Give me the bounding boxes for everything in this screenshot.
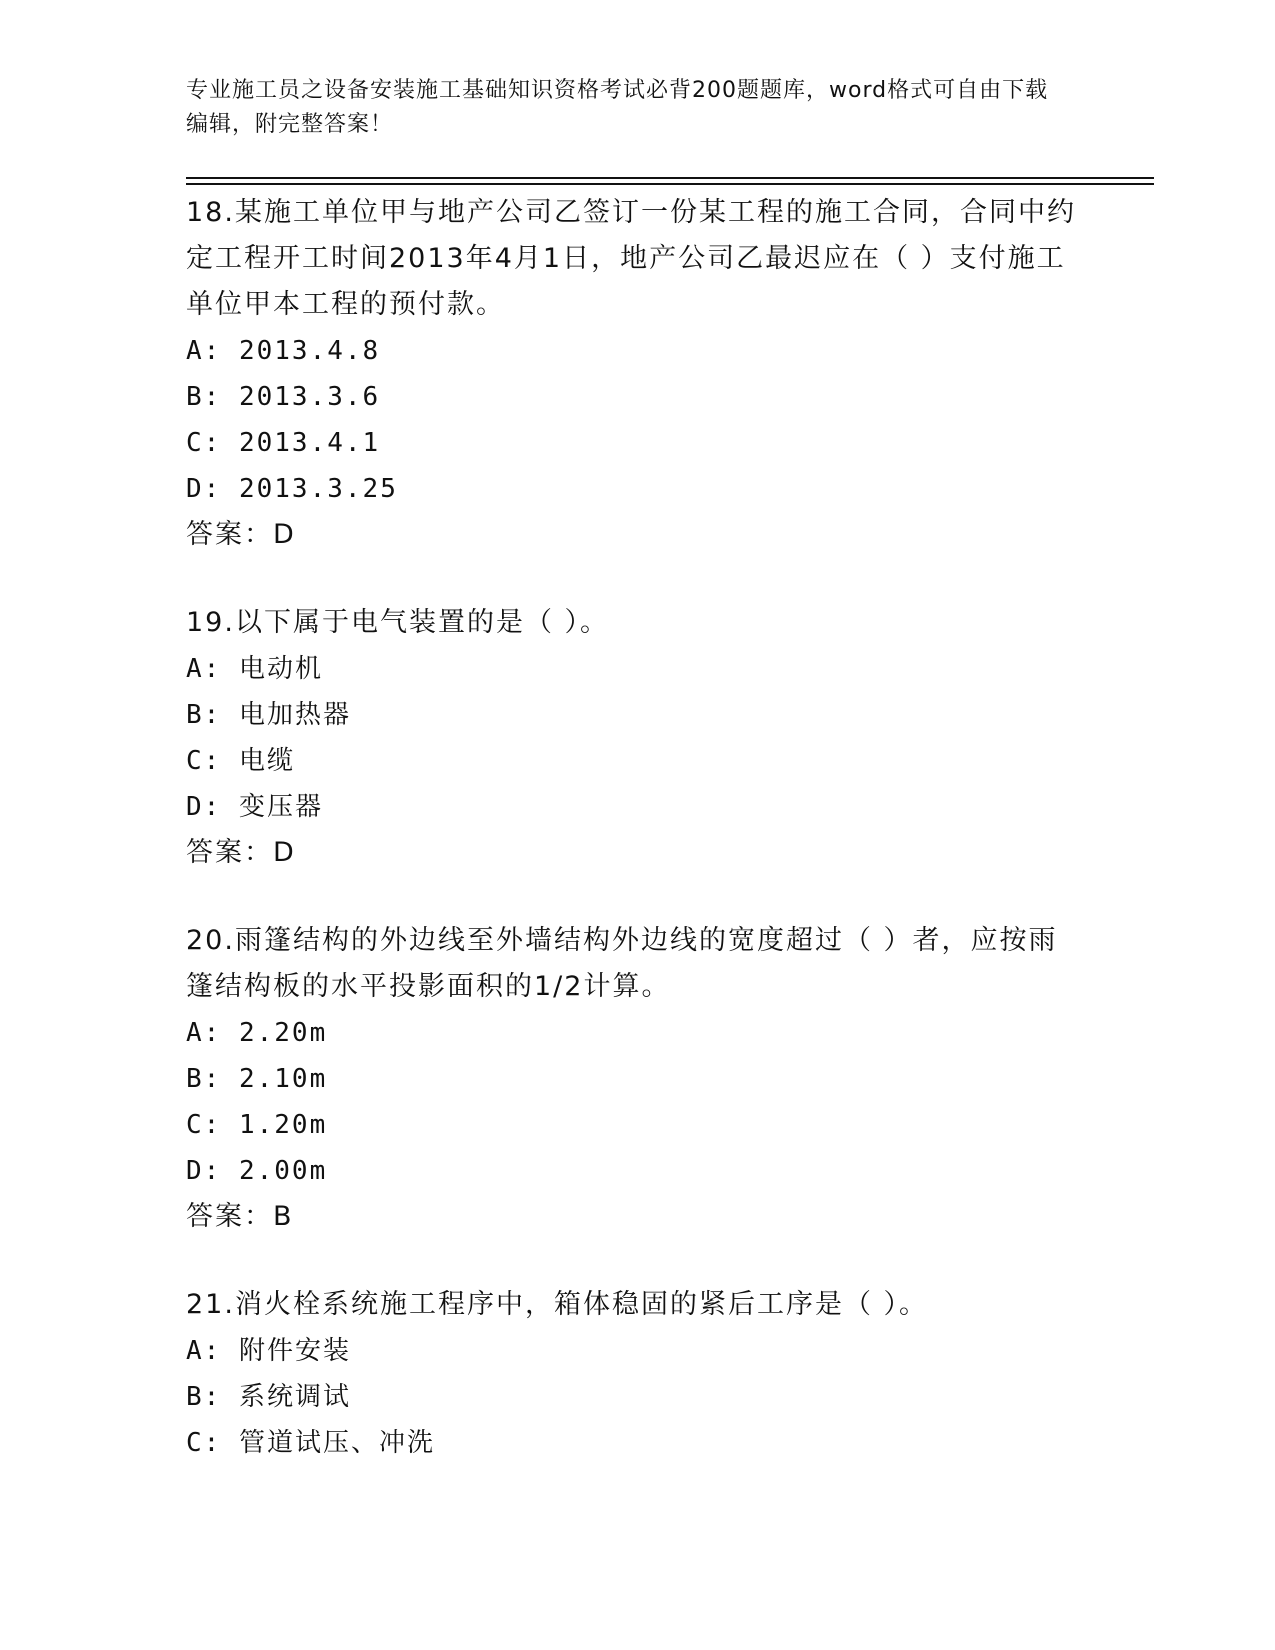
header-rule-top	[186, 177, 1154, 179]
option-d	[186, 784, 1086, 830]
option-label: C:	[186, 1428, 222, 1458]
option-label: A:	[186, 1018, 222, 1048]
option-label: A:	[186, 1336, 222, 1366]
option-label: A:	[186, 336, 222, 366]
option-text: 2.20m	[238, 1018, 328, 1048]
option-label: B:	[186, 382, 222, 412]
option-d	[186, 1148, 1086, 1194]
answer-line: 答案：D	[186, 519, 296, 550]
question-stem: 18.某施工单位甲与地产公司乙签订一份某工程的施工合同，合同中约定工程开工时间2013年4月1日，地产公司乙最迟应在（ ）支付施工单位甲本工程的预付款。	[186, 197, 1076, 320]
question-list	[186, 190, 1086, 1466]
option-text: 电加热器	[238, 700, 351, 730]
option-c	[186, 420, 1086, 466]
option-a	[186, 328, 1086, 374]
option-text: 2013.4.8	[238, 336, 381, 366]
option-label: D:	[186, 474, 222, 504]
option-label: C:	[186, 428, 222, 458]
option-text: 电缆	[238, 746, 295, 776]
option-c	[186, 1420, 1086, 1466]
option-label: C:	[186, 746, 222, 776]
question-block	[186, 1282, 1086, 1466]
question-spacer	[186, 1240, 1086, 1282]
document-header: 专业施工员之设备安装施工基础知识资格考试必背200题题库，word格式可自由下载编辑，附完整答案！	[186, 78, 1049, 137]
option-text: 2013.3.6	[238, 382, 381, 412]
option-label: A:	[186, 654, 222, 684]
option-text: 管道试压、冲洗	[238, 1428, 435, 1458]
option-text: 系统调试	[238, 1382, 351, 1412]
header-rule-bottom	[186, 183, 1154, 185]
option-a	[186, 1328, 1086, 1374]
option-b	[186, 692, 1086, 738]
question-spacer	[186, 876, 1086, 918]
option-c	[186, 1102, 1086, 1148]
question-block	[186, 190, 1086, 558]
option-text: 2.10m	[238, 1064, 328, 1094]
option-b	[186, 1374, 1086, 1420]
option-b	[186, 1056, 1086, 1102]
question-stem: 19.以下属于电气装置的是（ ）。	[186, 607, 610, 638]
option-text: 2013.3.25	[238, 474, 398, 504]
answer-line: 答案：D	[186, 837, 296, 868]
option-text: 变压器	[238, 792, 323, 822]
question-spacer	[186, 558, 1086, 600]
question-block	[186, 600, 1086, 876]
question-stem: 21.消火栓系统施工程序中，箱体稳固的紧后工序是（ ）。	[186, 1289, 929, 1320]
option-label: B:	[186, 700, 222, 730]
question-block	[186, 918, 1086, 1240]
option-text: 2.00m	[238, 1156, 328, 1186]
answer-line: 答案：B	[186, 1201, 294, 1232]
option-label: C:	[186, 1110, 222, 1140]
option-c	[186, 738, 1086, 784]
option-d	[186, 466, 1086, 512]
option-label: B:	[186, 1382, 222, 1412]
option-b	[186, 374, 1086, 420]
option-text: 电动机	[238, 654, 323, 684]
option-a	[186, 1010, 1086, 1056]
option-label: D:	[186, 792, 222, 822]
option-label: D:	[186, 1156, 222, 1186]
option-text: 1.20m	[238, 1110, 328, 1140]
option-text: 2013.4.1	[238, 428, 381, 458]
option-text: 附件安装	[238, 1336, 351, 1366]
option-label: B:	[186, 1064, 222, 1094]
option-a	[186, 646, 1086, 692]
question-stem: 20.雨篷结构的外边线至外墙结构外边线的宽度超过（ ）者，应按雨篷结构板的水平投影面积的1/2计算。	[186, 925, 1058, 1002]
